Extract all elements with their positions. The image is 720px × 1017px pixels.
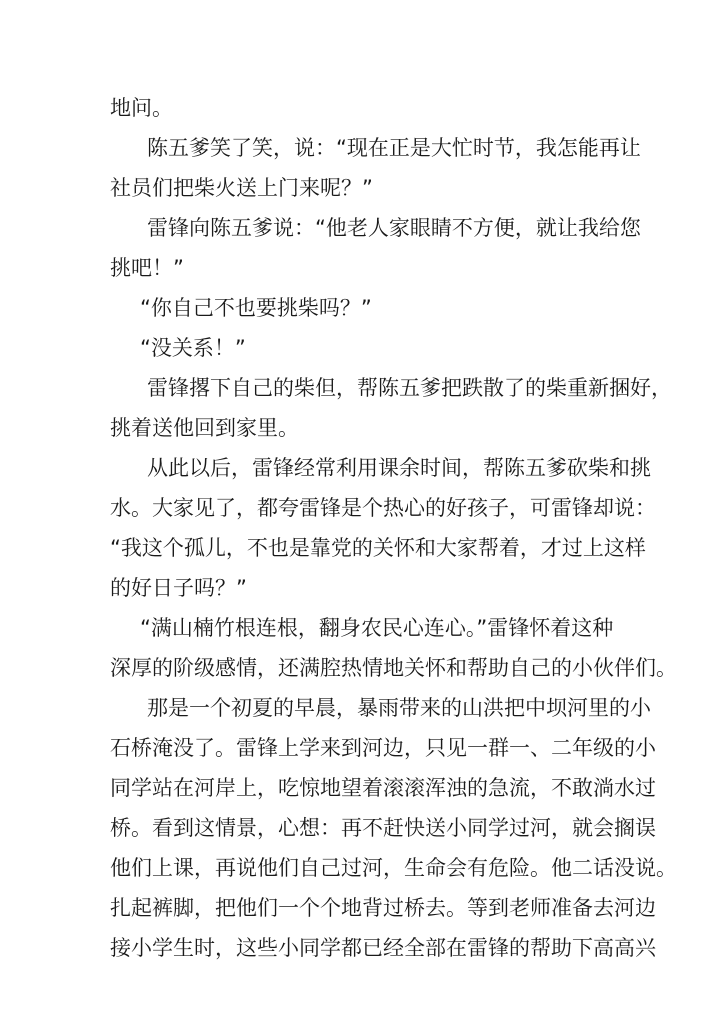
- text-line: “满山楠竹根连根，翻身农民心连心。”雷锋怀着这种: [140, 616, 614, 640]
- text-line: 雷锋向陈五爹说：“他老人家眼睛不方便，就让我给您: [147, 216, 641, 240]
- text-line: 挑着送他回到家里。: [110, 416, 299, 440]
- text-line: “没关系！”: [140, 336, 246, 360]
- text-line: 陈五爹笑了笑，说：“现在正是大忙时节，我怎能再让: [147, 136, 641, 160]
- text-line: “我这个孤儿，不也是靠党的关怀和大家帮着，才过上这样: [110, 536, 646, 560]
- text-line: 从此以后，雷锋经常利用课余时间，帮陈五爹砍柴和挑: [147, 456, 651, 480]
- text-line: 他们上课，再说他们自己过河，生命会有危险。他二话没说。: [110, 856, 677, 880]
- text-line: 深厚的阶级感情，还满腔热情地关怀和帮助自己的小伙伴们。: [110, 656, 677, 680]
- text-line: 石桥淹没了。雷锋上学来到河边，只见一群一、二年级的小: [110, 736, 656, 760]
- text-line: 挑吧！”: [110, 256, 184, 280]
- text-line: “你自己不也要挑柴吗？”: [140, 296, 372, 320]
- text-line: 桥。看到这情景，心想：再不赶快送小同学过河，就会搁误: [110, 816, 656, 840]
- text-line: 水。大家见了，都夸雷锋是个热心的好孩子，可雷锋却说：: [110, 496, 656, 520]
- text-line: 的好日子吗？”: [110, 576, 247, 600]
- text-line: 同学站在河岸上，吃惊地望着滚滚浑浊的急流，不敢淌水过: [110, 776, 656, 800]
- text-line: 接小学生时，这些小同学都已经全部在雷锋的帮助下高高兴: [110, 936, 656, 960]
- text-line: 社员们把柴火送上门来呢？”: [110, 176, 373, 200]
- text-line: 扎起裤脚，把他们一个个地背过桥去。等到老师准备去河边: [110, 896, 656, 920]
- text-line: 那是一个初夏的早晨，暴雨带来的山洪把中坝河里的小: [147, 696, 651, 720]
- text-line: 雷锋撂下自己的柴但，帮陈五爹把跌散了的柴重新捆好，: [147, 376, 672, 400]
- text-line: 地问。: [110, 96, 173, 120]
- body-text: [110, 88, 677, 968]
